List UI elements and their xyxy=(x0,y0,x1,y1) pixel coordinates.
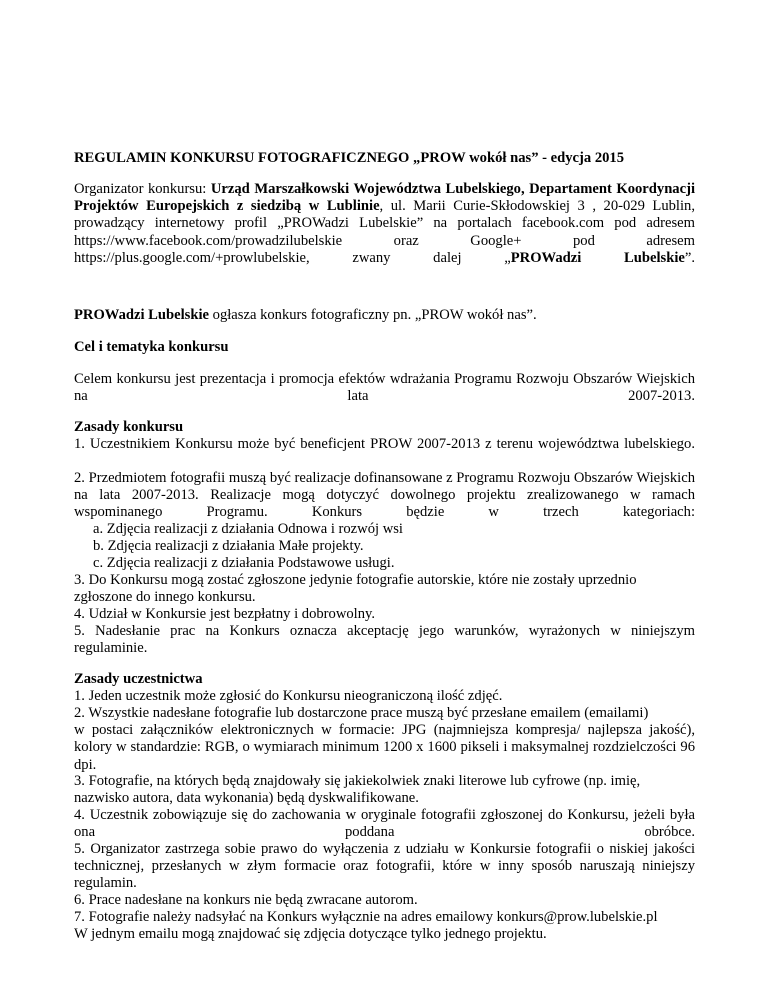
participation-1: 1. Jeden uczestnik może zgłosić do Konkursu nieograniczoną ilość zdjęć. xyxy=(74,688,503,704)
announcement xyxy=(74,307,695,324)
participation-3-line-2: nazwisko autora, data wykonania) będą dyskwalifikowane. xyxy=(74,790,419,807)
rule-5: 5. Nadesłanie prac na Konkurs oznacza akceptację jego warunków, wyrażonych w niniejszym regulaminie. xyxy=(74,623,695,657)
participation-2 xyxy=(74,705,695,774)
category-c: c. Zdjęcia realizacji z działania Podstawowe usługi. xyxy=(93,555,395,571)
profile-alias: PROWadzi Lubelskie xyxy=(510,249,685,266)
announcement-text: ogłasza konkurs fotograficzny pn. „PROW wokół nas”. xyxy=(209,307,537,323)
category-b: b. Zdjęcia realizacji z działania Małe projekty. xyxy=(93,538,364,554)
organizer-end: ”. xyxy=(684,249,695,266)
document-title: REGULAMIN KONKURSU FOTOGRAFICZNEGO „PROW wokół nas” - edycja 2015 xyxy=(74,150,625,166)
participation-7-line-2: W jednym emailu mogą znajdować się zdjęcia dotyczące tylko jednego projektu. xyxy=(74,926,547,943)
participation-3 xyxy=(74,773,695,807)
rule-2: 2. Przedmiotem fotografii muszą być realizacje dofinansowane z Programu Rozwoju Obszarów Wiejskich na lata 2007-2013. Realizacje mogą dotyczyć dowolnego projektu zrealizowanego w ramach wspominanego Programu. Konkurs będzie w trzech kategoriach: xyxy=(74,470,695,521)
participation-2-rest: w postaci załączników elektronicznych w formacie: JPG (najmniejsza kompresja/ najlepsza jakość), kolory w standardzie: RGB, o wymiarach minimum 1200 x 1600 pikseli i maksymalnej rozdzielczości 96 dpi. xyxy=(74,722,695,773)
rule-4: 4. Udział w Konkursie jest bezpłatny i dobrowolny. xyxy=(74,606,376,622)
organizer-label: Organizator konkursu: xyxy=(74,181,207,197)
rule-1: 1. Uczestnikiem Konkursu może być beneficjent PROW 2007-2013 z terenu województwa lubelskiego. xyxy=(74,436,695,452)
participation-heading: Zasady uczestnictwa xyxy=(74,671,203,687)
participation-7 xyxy=(74,909,695,943)
participation-6: 6. Prace nadesłane na konkurs nie będą zwracane autorom. xyxy=(74,892,418,908)
category-a: a. Zdjęcia realizacji z działania Odnowa i rozwój wsi xyxy=(93,521,403,537)
rule-3-line-1: 3. Do Konkursu mogą zostać zgłoszone jedynie fotografie autorskie, które nie zostały uprzednio xyxy=(74,572,637,588)
rule-3-line-2: zgłoszone do innego konkursu. xyxy=(74,589,256,606)
goal-heading: Cel i tematyka konkursu xyxy=(74,339,229,355)
participation-4: 4. Uczestnik zobowiązuje się do zachowania w oryginale fotografii zgłoszonej do Konkursu, jeżeli była ona poddana obróbce. xyxy=(74,807,695,841)
announcement-org: PROWadzi Lubelskie xyxy=(74,307,210,323)
goal-text: Celem konkursu jest prezentacja i promocja efektów wdrażania Programu Rozwoju Obszarów Wiejskich na lata 2007-2013. xyxy=(74,371,695,405)
participation-5: 5. Organizator zastrzega sobie prawo do wyłączenia z udziału w Konkursie fotografii o niskiej jakości technicznej, przesłanych w złym formacie oraz fotografii, które w inny sposób naruszają niniejszy regulamin. xyxy=(74,841,695,892)
organizer-details: , ul. Marii Curie-Skłodowskiej 3 , 20-029 Lublin, prowadzący internetowy profil „PROWadzi Lubelskie” na portalach facebook.com pod adresem https://www.facebook.com/prowadzilubelskie oraz Google+ pod adresem https://plus.google.com/+prowlubelskie, zwany dalej „ xyxy=(74,198,695,266)
rules-heading: Zasady konkursu xyxy=(74,419,184,435)
participation-2-line-1: 2. Wszystkie nadesłane fotografie lub dostarczone prace muszą być przesłane emailem (emailami) xyxy=(74,705,649,721)
organizer-name: Urząd Marszałkowski Województwa Lubelskiego, Departament Koordynacji Projektów Europejskich z siedzibą w Lublinie xyxy=(74,181,695,215)
participation-3-line-1: 3. Fotografie, na których będą znajdowały się jakiekolwiek znaki literowe lub cyfrowe (np. imię, xyxy=(74,773,641,789)
organizer-paragraph xyxy=(74,181,695,267)
participation-7-line-1: 7. Fotografie należy nadsyłać na Konkurs wyłącznie na adres emailowy konkurs@prow.lubelskie.pl xyxy=(74,909,658,925)
rule-3 xyxy=(74,572,695,606)
